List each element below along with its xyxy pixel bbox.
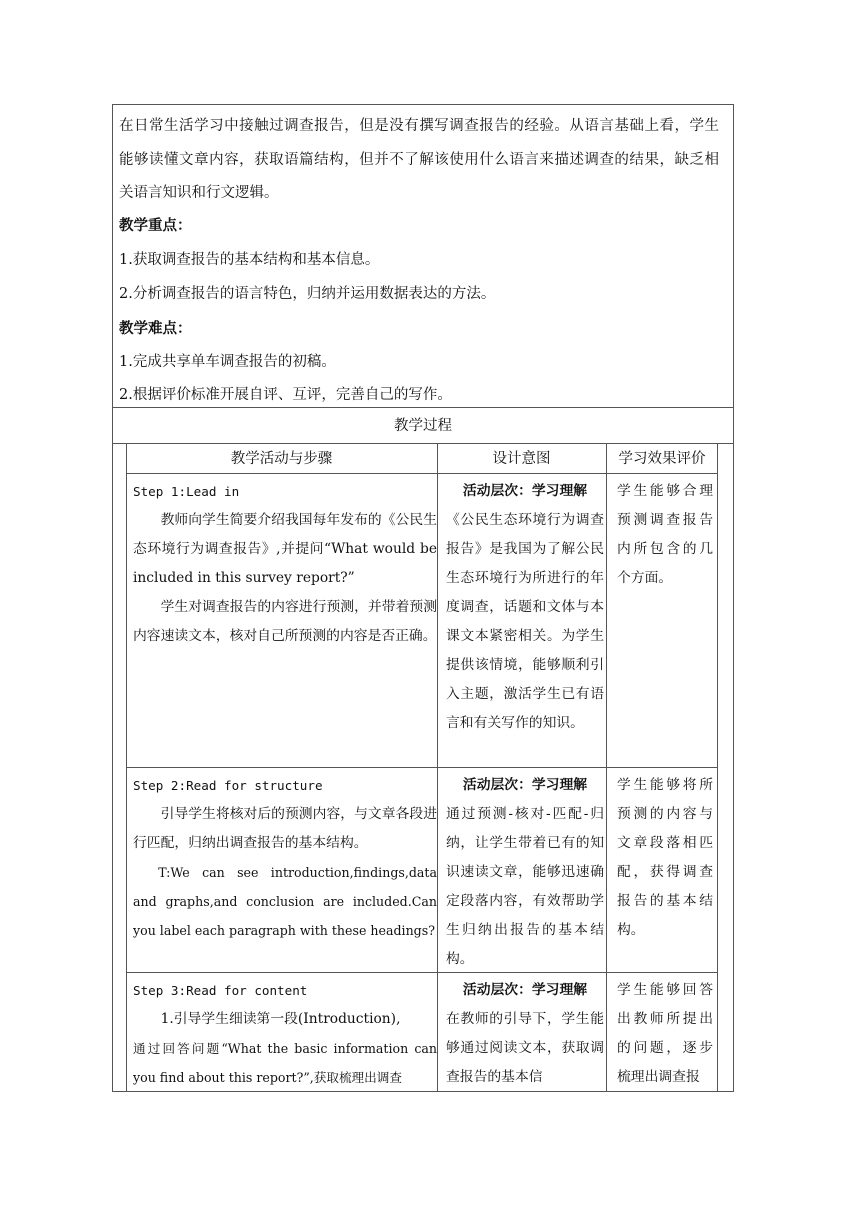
row-2-design-text: 通过预测-核对-匹配-归纳，让学生带着已有的知识速读文章，能够迅速确定段落内容，有效帮助学生归纳出报告的基本结构。 (446, 806, 604, 967)
intro-line-2: 能够读懂文章内容，获取语篇结构，但并不了解该使用什么语言来描述调查的结果，缺乏相 (119, 152, 719, 168)
row-1-evaluation-text: 学生能够合理预测调查报告内所包含的几个方面。 (617, 483, 713, 586)
row-1-design-title: 活动层次：学习理解 (462, 483, 588, 499)
row-divider-1 (126, 767, 718, 768)
row-3-design (446, 976, 604, 1092)
intro-line-3: 关语言知识和行文逻辑。 (119, 185, 279, 201)
process-title: 教学过程 (112, 407, 734, 444)
row-3-activity-para-2: 通过回答问题“What the basic information can you find about this report?”,获取梳理出调查 (133, 1041, 437, 1085)
row-3-design-title: 活动层次：学习理解 (462, 982, 588, 998)
row-1-design (446, 477, 604, 738)
key-point-item-2: 2.分析调查报告的语言特色，归纳并运用数据表达的方法。 (119, 286, 496, 302)
row-1-activity-para-1: 教师向学生简要介绍我国每年发布的《公民生态环境行为调查报告》,并提问“What would be included in this survey report?” (133, 512, 437, 586)
row-3-activity-para-1: 1.引导学生细读第一段(Introduction), (160, 1011, 401, 1027)
row-2-evaluation-text: 学生能够将所预测的内容与文章段落相匹配，获得调查报告的基本结构。 (617, 777, 713, 938)
difficulty-item-1: 1.完成共享单车调查报告的初稿。 (119, 354, 336, 370)
row-3-design-text: 在教师的引导下，学生能够通过阅读文本，获取调查报告的基本信 (446, 1011, 604, 1085)
row-2-activity-para-2: T:We can see introduction,findings,data and graphs,and conclusion are included.Can you label each paragraph with these headings? (133, 865, 437, 938)
row-3-activity (133, 976, 437, 1092)
row-1-step-title: Step 1:Lead in (133, 484, 240, 499)
row-3-evaluation (617, 976, 713, 1092)
row-2-design (446, 771, 604, 974)
row-3-evaluation-text: 学生能够回答出教师所提出的问题，逐步梳理出调查报 (617, 982, 713, 1085)
row-1-activity (133, 477, 437, 651)
row-1-activity-para-2: 学生对调查报告的内容进行预测，并带着预测内容速读文本，核对自己所预测的内容是否正确。 (133, 599, 437, 644)
header-activity: 教学活动与步骤 (230, 451, 333, 467)
difficulties-heading: 教学难点： (119, 320, 192, 337)
row-divider-2 (126, 972, 718, 973)
row-1-evaluation (617, 477, 713, 593)
row-2-design-title: 活动层次：学习理解 (462, 777, 588, 793)
header-evaluation: 学习效果评价 (618, 451, 706, 467)
key-point-item-1: 1.获取调查报告的基本结构和基本信息。 (119, 252, 380, 268)
row-3-step-title: Step 3:Read for content (133, 983, 308, 998)
row-2-evaluation (617, 771, 713, 945)
key-points-heading: 教学重点： (119, 217, 192, 234)
difficulty-item-2: 2.根据评价标准开展自评、互评，完善自己的写作。 (119, 387, 452, 403)
header-design: 设计意图 (492, 451, 551, 467)
row-1-design-text: 《公民生态环境行为调查报告》是我国为了解公民生态环境行为所进行的年度调查，话题和文体与本课文本紧密相关。为学生提供该情境，能够顺利引入主题，激活学生已有语言和有关写作的知识。 (446, 512, 604, 731)
row-2-activity (133, 771, 437, 945)
row-2-activity-para-1: 引导学生将核对后的预测内容，与文章各段进行匹配，归纳出调查报告的基本结构。 (133, 806, 437, 851)
header-divider (126, 473, 718, 474)
row-2-step-title: Step 2:Read for structure (133, 778, 323, 793)
intro-line-1: 在日常生活学习中接触过调查报告，但是没有撰写调查报告的经验。从语言基础上看，学生 (119, 118, 719, 134)
